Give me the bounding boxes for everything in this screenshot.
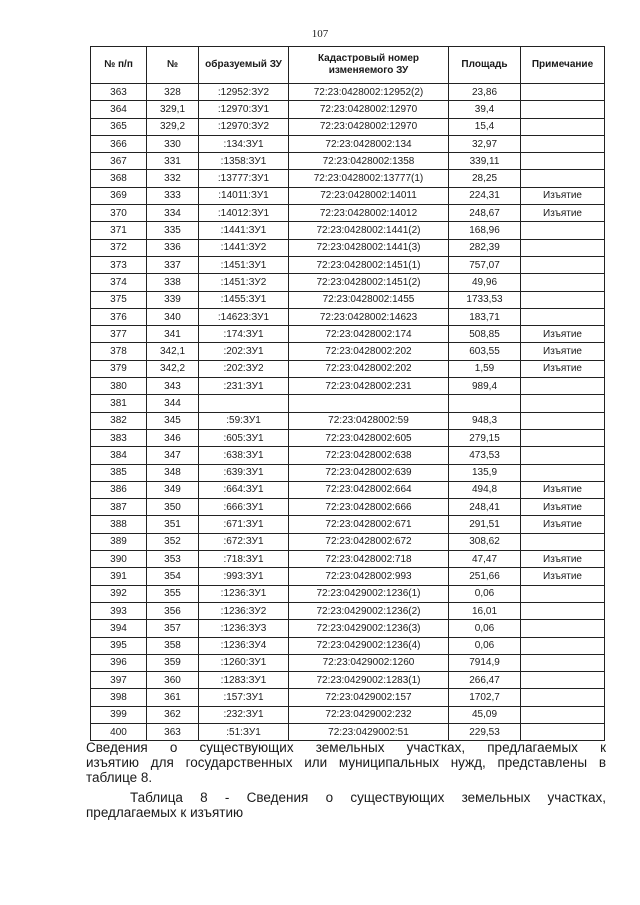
table-header-row <box>91 47 605 84</box>
cell-formed-plot: :14623:ЗУ1 <box>199 308 289 325</box>
cell-row-number: 376 <box>91 308 147 325</box>
cell-note <box>521 84 605 101</box>
cell-formed-plot: :666:ЗУ1 <box>199 499 289 516</box>
cell-row-number: 382 <box>91 412 147 429</box>
cell-note <box>521 585 605 602</box>
cell-formed-plot: :12970:ЗУ1 <box>199 101 289 118</box>
cell-number: 342,1 <box>147 343 199 360</box>
land-plots-table <box>90 46 605 741</box>
cell-row-number: 381 <box>91 395 147 412</box>
cell-cadastral-number: 72:23:0428002:666 <box>289 499 449 516</box>
cell-row-number: 396 <box>91 654 147 671</box>
table-row <box>91 274 605 291</box>
cell-note <box>521 723 605 740</box>
cell-formed-plot: :1441:ЗУ2 <box>199 239 289 256</box>
cell-formed-plot: :718:ЗУ1 <box>199 551 289 568</box>
cell-cadastral-number: 72:23:0428002:174 <box>289 326 449 343</box>
table-row <box>91 153 605 170</box>
cell-number: 362 <box>147 706 199 723</box>
cell-note <box>521 274 605 291</box>
cell-note <box>521 239 605 256</box>
cell-area: 291,51 <box>449 516 521 533</box>
cell-note: Изъятие <box>521 481 605 498</box>
cell-area: 23,86 <box>449 84 521 101</box>
cell-number: 360 <box>147 672 199 689</box>
cell-number: 345 <box>147 412 199 429</box>
table-body <box>91 84 605 741</box>
cell-cadastral-number: 72:23:0428002:664 <box>289 481 449 498</box>
table-row <box>91 637 605 654</box>
cell-row-number: 389 <box>91 533 147 550</box>
cell-note <box>521 308 605 325</box>
header-row-number: № п/п <box>91 47 147 84</box>
table-row <box>91 672 605 689</box>
cell-number: 328 <box>147 84 199 101</box>
cell-formed-plot: :14011:ЗУ1 <box>199 187 289 204</box>
cell-area: 251,66 <box>449 568 521 585</box>
cell-number: 348 <box>147 464 199 481</box>
table-row <box>91 187 605 204</box>
cell-note <box>521 222 605 239</box>
cell-area: 135,9 <box>449 464 521 481</box>
cell-note <box>521 706 605 723</box>
cell-formed-plot: :671:ЗУ1 <box>199 516 289 533</box>
cell-row-number: 394 <box>91 620 147 637</box>
cell-note: Изъятие <box>521 205 605 222</box>
cell-formed-plot: :134:ЗУ1 <box>199 135 289 152</box>
cell-area: 248,67 <box>449 205 521 222</box>
cell-area: 0,06 <box>449 637 521 654</box>
cell-note <box>521 654 605 671</box>
table-row <box>91 533 605 550</box>
cell-number: 329,1 <box>147 101 199 118</box>
cell-cadastral-number: 72:23:0428002:718 <box>289 551 449 568</box>
cell-row-number: 379 <box>91 360 147 377</box>
cell-row-number: 380 <box>91 378 147 395</box>
cell-note <box>521 101 605 118</box>
paragraph-table-caption <box>86 790 606 820</box>
cell-formed-plot <box>199 395 289 412</box>
cell-area: 279,15 <box>449 429 521 446</box>
cell-number: 329,2 <box>147 118 199 135</box>
cell-row-number: 386 <box>91 481 147 498</box>
cell-area: 308,62 <box>449 533 521 550</box>
cell-row-number: 393 <box>91 602 147 619</box>
cell-formed-plot: :231:ЗУ1 <box>199 378 289 395</box>
cell-cadastral-number: 72:23:0428002:13777(1) <box>289 170 449 187</box>
cell-area: 7914,9 <box>449 654 521 671</box>
cell-area: 47,47 <box>449 551 521 568</box>
cell-cadastral-number: 72:23:0429002:51 <box>289 723 449 740</box>
cell-area <box>449 395 521 412</box>
cell-number: 357 <box>147 620 199 637</box>
cell-note <box>521 378 605 395</box>
cell-area: 168,96 <box>449 222 521 239</box>
cell-formed-plot: :1455:ЗУ1 <box>199 291 289 308</box>
table-row <box>91 378 605 395</box>
cell-area: 603,55 <box>449 343 521 360</box>
cell-number: 358 <box>147 637 199 654</box>
cell-area: 948,3 <box>449 412 521 429</box>
page-number: 107 <box>311 28 329 40</box>
cell-area: 39,4 <box>449 101 521 118</box>
cell-area: 473,53 <box>449 447 521 464</box>
cell-cadastral-number: 72:23:0428002:639 <box>289 464 449 481</box>
cell-note <box>521 291 605 308</box>
cell-note <box>521 533 605 550</box>
cell-area: 266,47 <box>449 672 521 689</box>
cell-formed-plot: :1283:ЗУ1 <box>199 672 289 689</box>
cell-formed-plot: :664:ЗУ1 <box>199 481 289 498</box>
cell-area: 1702,7 <box>449 689 521 706</box>
cell-area: 0,06 <box>449 620 521 637</box>
table-row <box>91 429 605 446</box>
cell-cadastral-number: 72:23:0428002:671 <box>289 516 449 533</box>
header-note: Примечание <box>521 47 605 84</box>
cell-row-number: 384 <box>91 447 147 464</box>
cell-area: 1733,53 <box>449 291 521 308</box>
table-row <box>91 464 605 481</box>
cell-formed-plot: :13777:ЗУ1 <box>199 170 289 187</box>
cell-cadastral-number: 72:23:0428002:202 <box>289 360 449 377</box>
table-row <box>91 602 605 619</box>
cell-area: 757,07 <box>449 256 521 273</box>
cell-area: 45,09 <box>449 706 521 723</box>
cell-cadastral-number: 72:23:0429002:157 <box>289 689 449 706</box>
cell-note <box>521 256 605 273</box>
cell-number: 361 <box>147 689 199 706</box>
cell-number: 331 <box>147 153 199 170</box>
cell-cadastral-number: 72:23:0428002:12970 <box>289 101 449 118</box>
cell-cadastral-number: 72:23:0428002:1455 <box>289 291 449 308</box>
cell-note <box>521 464 605 481</box>
cell-formed-plot: :12952:ЗУ2 <box>199 84 289 101</box>
paragraph-line: таблице 8. <box>86 770 153 785</box>
table-row <box>91 205 605 222</box>
cell-row-number: 392 <box>91 585 147 602</box>
cell-cadastral-number: 72:23:0428002:14623 <box>289 308 449 325</box>
cell-formed-plot: :1236:ЗУ2 <box>199 602 289 619</box>
cell-area: 989,4 <box>449 378 521 395</box>
cell-cadastral-number: 72:23:0428002:1451(1) <box>289 256 449 273</box>
cell-cadastral-number: 72:23:0428002:12952(2) <box>289 84 449 101</box>
cell-area: 183,71 <box>449 308 521 325</box>
header-area: Площадь <box>449 47 521 84</box>
cell-number: 355 <box>147 585 199 602</box>
cell-number: 339 <box>147 291 199 308</box>
cell-number: 332 <box>147 170 199 187</box>
cell-cadastral-number: 72:23:0428002:993 <box>289 568 449 585</box>
cell-area: 224,31 <box>449 187 521 204</box>
cell-formed-plot: :202:ЗУ1 <box>199 343 289 360</box>
table-row <box>91 84 605 101</box>
paragraph-line: изъятию для государственных или муниципальных нужд, представлены в <box>86 755 606 770</box>
cell-note: Изъятие <box>521 568 605 585</box>
cell-cadastral-number: 72:23:0428002:231 <box>289 378 449 395</box>
cell-formed-plot: :1236:ЗУ1 <box>199 585 289 602</box>
cell-formed-plot: :59:ЗУ1 <box>199 412 289 429</box>
cell-number: 347 <box>147 447 199 464</box>
cell-note: Изъятие <box>521 187 605 204</box>
cell-formed-plot: :672:ЗУ1 <box>199 533 289 550</box>
cell-note: Изъятие <box>521 326 605 343</box>
cell-formed-plot: :639:ЗУ1 <box>199 464 289 481</box>
cell-note <box>521 447 605 464</box>
cell-row-number: 399 <box>91 706 147 723</box>
cell-number: 351 <box>147 516 199 533</box>
cell-formed-plot: :1451:ЗУ1 <box>199 256 289 273</box>
cell-area: 15,4 <box>449 118 521 135</box>
cell-formed-plot: :1236:ЗУ3 <box>199 620 289 637</box>
header-number: № <box>147 47 199 84</box>
cell-row-number: 377 <box>91 326 147 343</box>
cell-row-number: 378 <box>91 343 147 360</box>
cell-row-number: 388 <box>91 516 147 533</box>
cell-formed-plot: :174:ЗУ1 <box>199 326 289 343</box>
cell-row-number: 373 <box>91 256 147 273</box>
cell-note <box>521 135 605 152</box>
table-row <box>91 499 605 516</box>
cell-cadastral-number: 72:23:0428002:605 <box>289 429 449 446</box>
cell-note <box>521 637 605 654</box>
cell-area: 16,01 <box>449 602 521 619</box>
table-row <box>91 101 605 118</box>
cell-note <box>521 429 605 446</box>
cell-row-number: 371 <box>91 222 147 239</box>
cell-number: 341 <box>147 326 199 343</box>
table-row <box>91 343 605 360</box>
cell-number: 363 <box>147 723 199 740</box>
cell-row-number: 365 <box>91 118 147 135</box>
cell-formed-plot: :202:ЗУ2 <box>199 360 289 377</box>
cell-formed-plot: :605:ЗУ1 <box>199 429 289 446</box>
cell-formed-plot: :1358:ЗУ1 <box>199 153 289 170</box>
cell-number: 335 <box>147 222 199 239</box>
table-row <box>91 135 605 152</box>
header-formed-plot: образуемый ЗУ <box>199 47 289 84</box>
cell-row-number: 368 <box>91 170 147 187</box>
cell-note <box>521 412 605 429</box>
cell-cadastral-number: 72:23:0428002:59 <box>289 412 449 429</box>
cell-number: 346 <box>147 429 199 446</box>
table-row <box>91 723 605 740</box>
table-row <box>91 326 605 343</box>
cell-row-number: 375 <box>91 291 147 308</box>
table-row <box>91 239 605 256</box>
cell-formed-plot: :638:ЗУ1 <box>199 447 289 464</box>
table-row <box>91 620 605 637</box>
cell-note <box>521 170 605 187</box>
cell-row-number: 385 <box>91 464 147 481</box>
paragraph-line: Сведения о существующих земельных участках, предлагаемых к <box>86 740 606 755</box>
table-row <box>91 551 605 568</box>
cell-formed-plot: :1236:ЗУ4 <box>199 637 289 654</box>
cell-note: Изъятие <box>521 551 605 568</box>
cell-cadastral-number: 72:23:0428002:12970 <box>289 118 449 135</box>
cell-formed-plot: :51:ЗУ1 <box>199 723 289 740</box>
table-row <box>91 585 605 602</box>
cell-row-number: 372 <box>91 239 147 256</box>
cell-cadastral-number: 72:23:0428002:14011 <box>289 187 449 204</box>
cell-cadastral-number: 72:23:0428002:202 <box>289 343 449 360</box>
cell-formed-plot: :993:ЗУ1 <box>199 568 289 585</box>
cell-number: 344 <box>147 395 199 412</box>
cell-note: Изъятие <box>521 343 605 360</box>
cell-row-number: 390 <box>91 551 147 568</box>
cell-area: 229,53 <box>449 723 521 740</box>
cell-number: 352 <box>147 533 199 550</box>
cell-number: 343 <box>147 378 199 395</box>
cell-cadastral-number <box>289 395 449 412</box>
cell-number: 359 <box>147 654 199 671</box>
cell-formed-plot: :157:ЗУ1 <box>199 689 289 706</box>
cell-row-number: 367 <box>91 153 147 170</box>
cell-area: 0,06 <box>449 585 521 602</box>
cell-area: 508,85 <box>449 326 521 343</box>
cell-number: 333 <box>147 187 199 204</box>
table-row <box>91 689 605 706</box>
header-cadastral-number: Кадастровый номер изменяемого ЗУ <box>289 47 449 84</box>
cell-cadastral-number: 72:23:0429002:1236(4) <box>289 637 449 654</box>
cell-area: 1,59 <box>449 360 521 377</box>
cell-row-number: 370 <box>91 205 147 222</box>
cell-note: Изъятие <box>521 516 605 533</box>
cell-cadastral-number: 72:23:0429002:232 <box>289 706 449 723</box>
cell-note <box>521 118 605 135</box>
cell-note <box>521 689 605 706</box>
cell-area: 248,41 <box>449 499 521 516</box>
cell-cadastral-number: 72:23:0429002:1236(3) <box>289 620 449 637</box>
cell-cadastral-number: 72:23:0428002:1451(2) <box>289 274 449 291</box>
cell-number: 349 <box>147 481 199 498</box>
table-row <box>91 412 605 429</box>
cell-cadastral-number: 72:23:0428002:14012 <box>289 205 449 222</box>
cell-area: 282,39 <box>449 239 521 256</box>
cell-number: 354 <box>147 568 199 585</box>
table-row <box>91 516 605 533</box>
cell-cadastral-number: 72:23:0428002:1441(3) <box>289 239 449 256</box>
cell-note: Изъятие <box>521 360 605 377</box>
cell-cadastral-number: 72:23:0428002:1441(2) <box>289 222 449 239</box>
cell-formed-plot: :12970:ЗУ2 <box>199 118 289 135</box>
caption-line: предлагаемых к изъятию <box>86 805 244 820</box>
cell-area: 339,11 <box>449 153 521 170</box>
cell-formed-plot: :232:ЗУ1 <box>199 706 289 723</box>
cell-number: 342,2 <box>147 360 199 377</box>
cell-number: 353 <box>147 551 199 568</box>
table-row <box>91 568 605 585</box>
cell-number: 334 <box>147 205 199 222</box>
cell-number: 337 <box>147 256 199 273</box>
cell-row-number: 366 <box>91 135 147 152</box>
table-row <box>91 654 605 671</box>
cell-note <box>521 620 605 637</box>
cell-row-number: 391 <box>91 568 147 585</box>
cell-formed-plot: :14012:ЗУ1 <box>199 205 289 222</box>
cell-note: Изъятие <box>521 499 605 516</box>
cell-note <box>521 602 605 619</box>
table-row <box>91 291 605 308</box>
cell-row-number: 374 <box>91 274 147 291</box>
cell-formed-plot: :1441:ЗУ1 <box>199 222 289 239</box>
table-row <box>91 481 605 498</box>
table-row <box>91 118 605 135</box>
cell-row-number: 397 <box>91 672 147 689</box>
cell-row-number: 395 <box>91 637 147 654</box>
caption-line: Таблица 8 - Сведения о существующих земельных участках, <box>130 790 606 805</box>
cell-number: 340 <box>147 308 199 325</box>
table-row <box>91 447 605 464</box>
paragraph-existing-plots <box>86 740 606 785</box>
cell-cadastral-number: 72:23:0428002:1358 <box>289 153 449 170</box>
cell-number: 350 <box>147 499 199 516</box>
table-row <box>91 360 605 377</box>
cell-number: 330 <box>147 135 199 152</box>
cell-cadastral-number: 72:23:0428002:638 <box>289 447 449 464</box>
cell-row-number: 383 <box>91 429 147 446</box>
cell-row-number: 364 <box>91 101 147 118</box>
cell-row-number: 369 <box>91 187 147 204</box>
cell-cadastral-number: 72:23:0429002:1236(1) <box>289 585 449 602</box>
cell-cadastral-number: 72:23:0428002:672 <box>289 533 449 550</box>
cell-cadastral-number: 72:23:0429002:1283(1) <box>289 672 449 689</box>
cell-cadastral-number: 72:23:0429002:1236(2) <box>289 602 449 619</box>
table-row <box>91 170 605 187</box>
cell-formed-plot: :1260:ЗУ1 <box>199 654 289 671</box>
table-row <box>91 395 605 412</box>
table-row <box>91 256 605 273</box>
cell-formed-plot: :1451:ЗУ2 <box>199 274 289 291</box>
cell-note <box>521 153 605 170</box>
table-row <box>91 308 605 325</box>
cell-area: 32,97 <box>449 135 521 152</box>
cell-cadastral-number: 72:23:0429002:1260 <box>289 654 449 671</box>
cell-row-number: 400 <box>91 723 147 740</box>
cell-row-number: 387 <box>91 499 147 516</box>
cell-cadastral-number: 72:23:0428002:134 <box>289 135 449 152</box>
table-row <box>91 222 605 239</box>
cell-area: 28,25 <box>449 170 521 187</box>
cell-row-number: 363 <box>91 84 147 101</box>
cell-number: 338 <box>147 274 199 291</box>
table-row <box>91 706 605 723</box>
cell-row-number: 398 <box>91 689 147 706</box>
cell-number: 336 <box>147 239 199 256</box>
cell-area: 494,8 <box>449 481 521 498</box>
cell-note <box>521 395 605 412</box>
cell-note <box>521 672 605 689</box>
cell-area: 49,96 <box>449 274 521 291</box>
cell-number: 356 <box>147 602 199 619</box>
